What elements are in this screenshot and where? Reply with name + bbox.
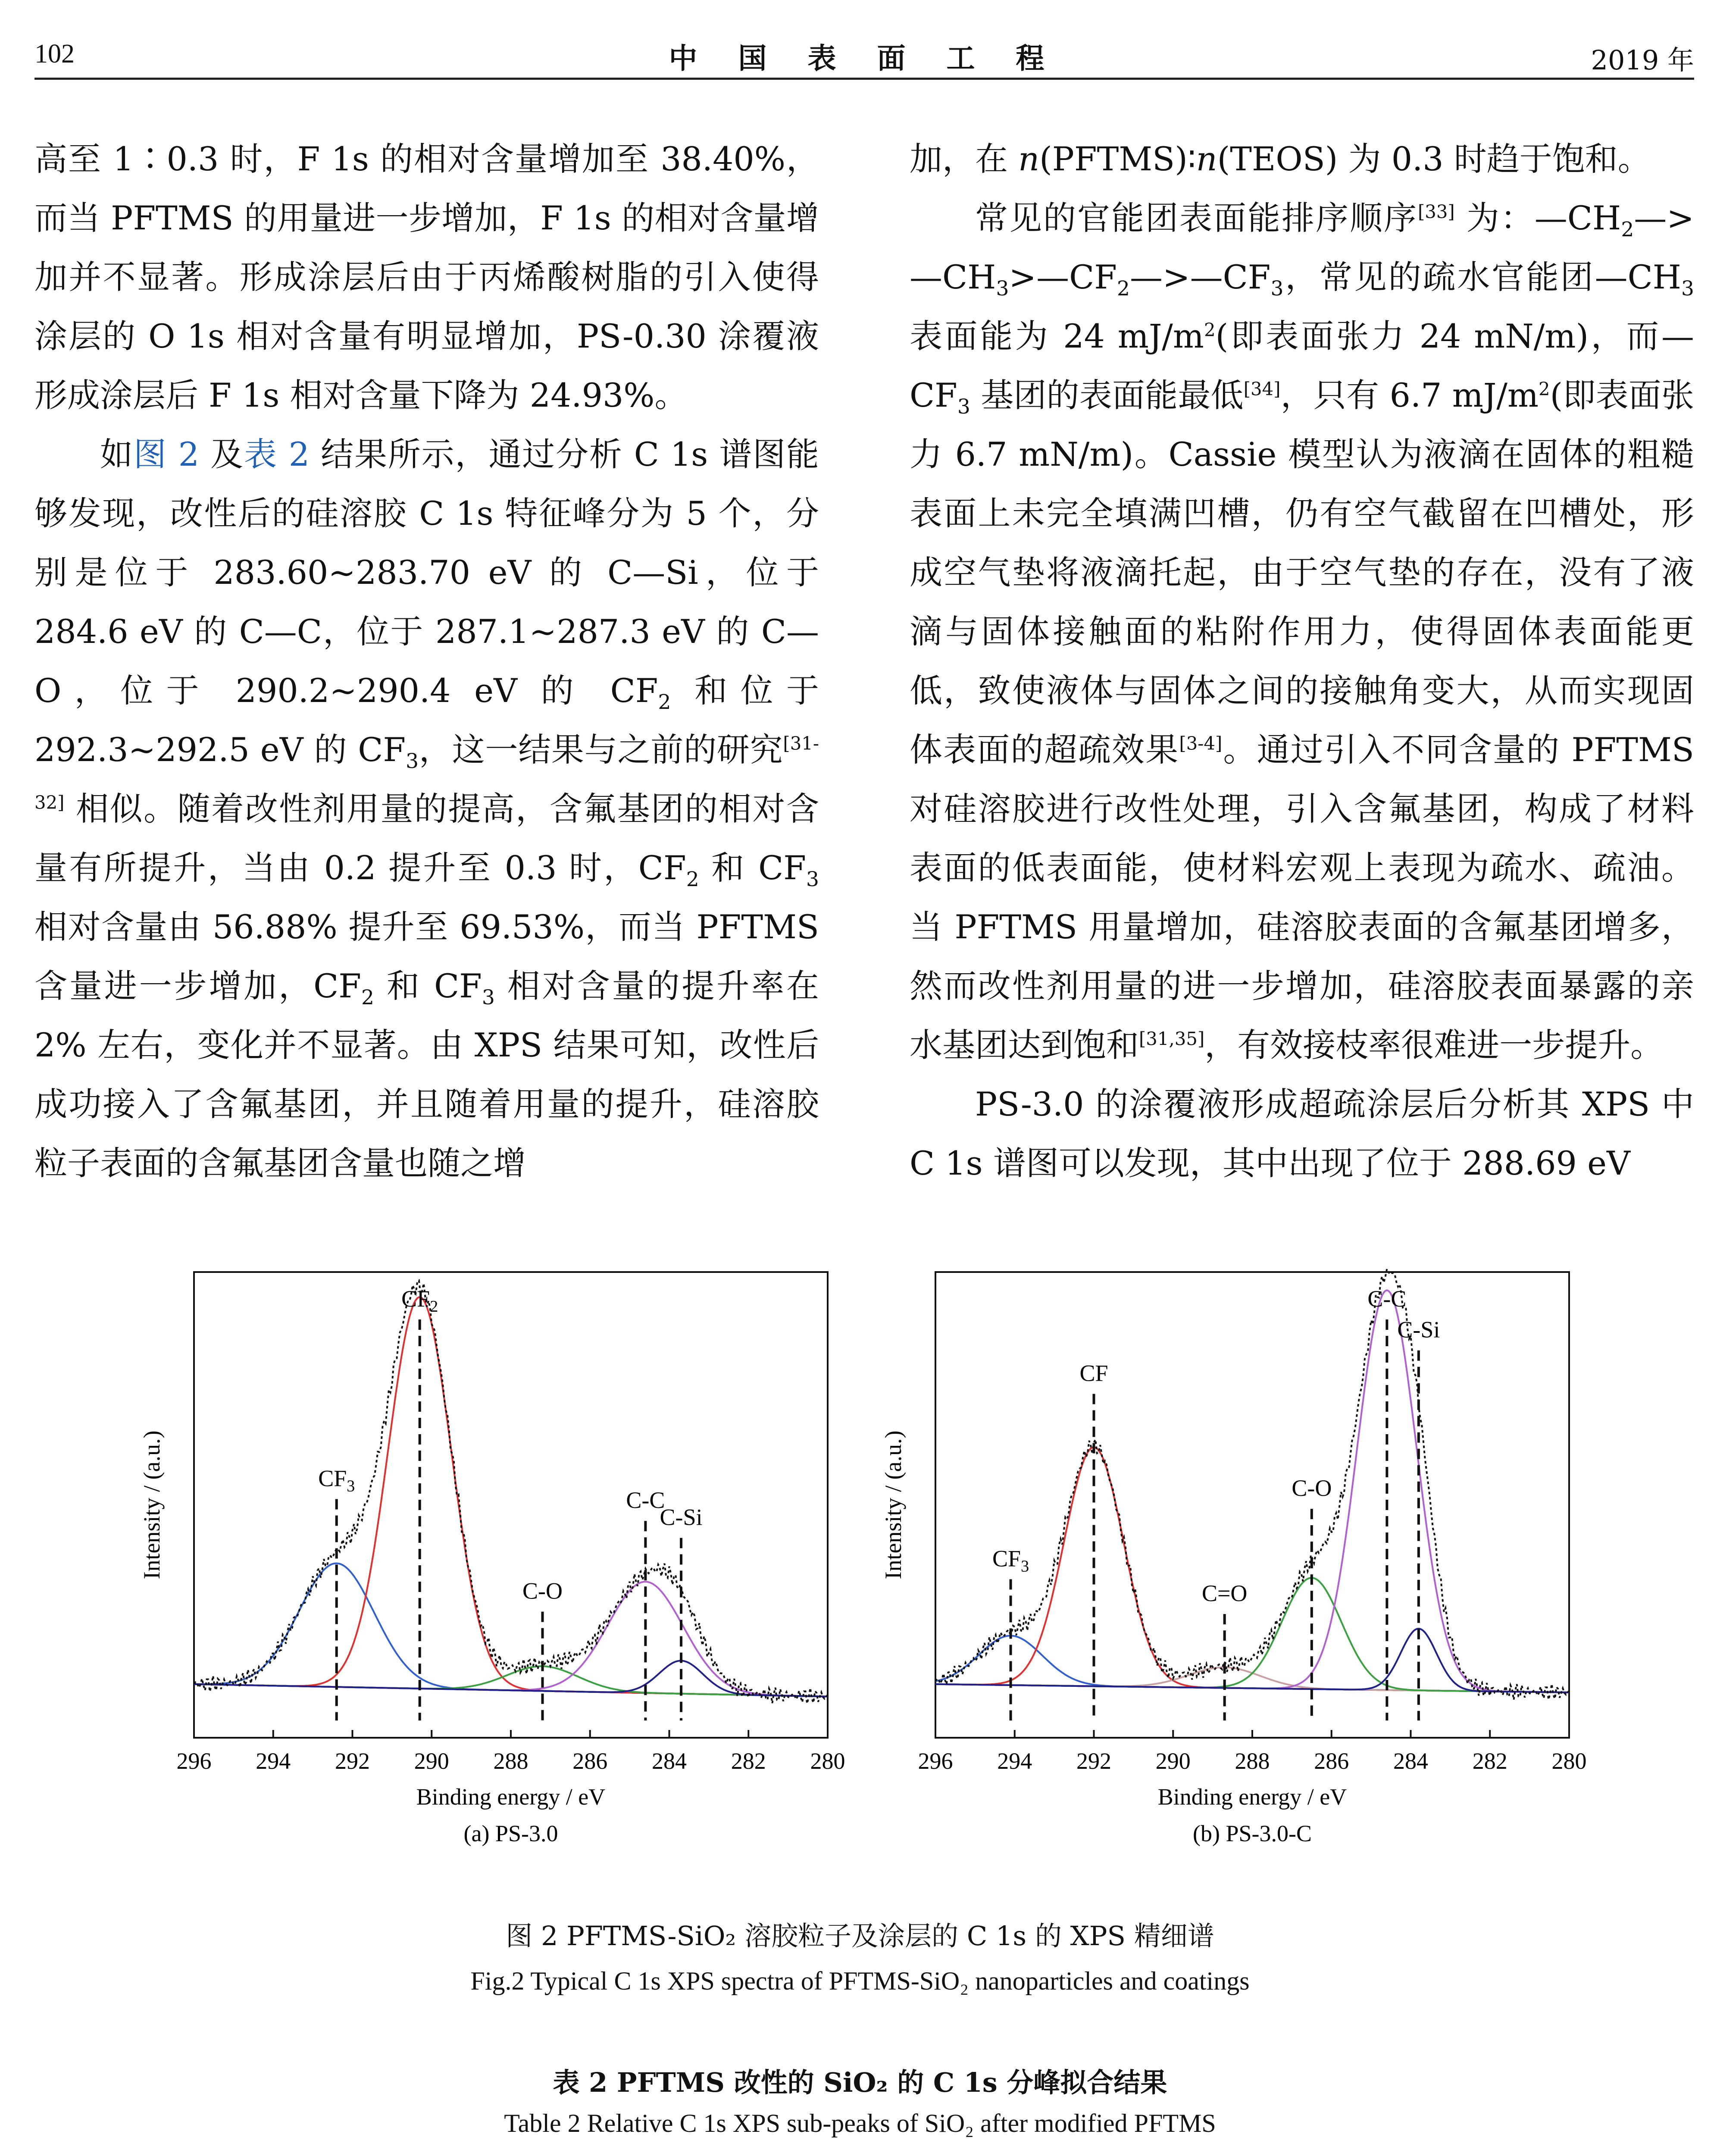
x-tick-label: 290 [1155, 1748, 1191, 1774]
xps-chart-a [129, 1263, 845, 1876]
peak-label-subscript: 3 [1021, 1557, 1029, 1576]
figure-caption-cn: 图 2 PFTMS-SiO₂ 溶胶粒子及涂层的 C 1s 的 XPS 精细谱 [506, 1920, 1214, 1952]
x-tick-label: 294 [256, 1748, 291, 1774]
peak-label: C-Si [1397, 1316, 1440, 1343]
x-tick-label: 288 [1235, 1748, 1270, 1774]
peak-C-Si [194, 1661, 828, 1696]
plot-frame [935, 1272, 1569, 1738]
x-tick-label: 282 [1472, 1748, 1507, 1774]
peak-label: C-O [1292, 1475, 1332, 1501]
x-tick-label: 294 [997, 1748, 1032, 1774]
x-tick-label: 282 [731, 1748, 766, 1774]
peak-label: C-C [1367, 1286, 1407, 1312]
x-axis-label: Binding energy / eV [1157, 1784, 1347, 1810]
journal-title: 中 国 表 面 工 程 [669, 41, 1060, 75]
peak-label: C-C [626, 1487, 665, 1514]
peak-C-C [935, 1290, 1569, 1692]
table-caption-cn: 表 2 PFTMS 改性的 SiO₂ 的 C 1s 分峰拟合结果 [553, 2067, 1167, 2098]
peak-label: CF [1079, 1360, 1108, 1386]
body-paragraph: 如图 2 及表 2 结果所示，通过分析 C 1s 谱图能够发现，改性后的硅溶胶 C 1s 特征峰分为 5 个，分别是位于 283.60~283.70 eV 的 C—Si，位于 284.6 eV 的 C—C，位于 287.1~287.3 eV 的 C—O，位于 290.2~290.4 eV 的 $CF_2$ 和位于 292.3~292.5 eV 的 $CF_3$，这一结果与之前的研究[31-32] 相似。随着改性剂用量的提高，含氟基团的相对含量有所提升，当由 0.2 提升至 0.3 时，$CF_2$ 和 $CF_3$ 相对含量由 56.88% 提升至 69.53%，而当 PFTMS 含量进一步增加，$CF_2$ 和 $CF_3$ 相对含量的提升率在 2% 左右，变化并不显著。由 XPS 结果可知，改性后成功接入了含氟基团，并且随着用量的提升，硅溶胶粒子表面的含氟基团含量也随之增 [34, 435, 819, 1182]
peak-CF3 [194, 1564, 828, 1697]
right-text-column [910, 129, 1694, 1193]
peak-label: $CF_2$ [401, 1286, 438, 1316]
y-axis-label: Intensity / (a.u.) [880, 1430, 906, 1579]
x-tick-label: 292 [335, 1748, 370, 1774]
raw-data-trace [935, 1269, 1569, 1700]
peak-label: $CF_3$ [992, 1545, 1029, 1576]
x-tick-label: 296 [918, 1748, 953, 1774]
x-tick-label: 280 [810, 1748, 845, 1774]
panel-title: (b) PS-3.0-C [1192, 1821, 1312, 1846]
peak-CF [935, 1447, 1569, 1692]
x-tick-label: 280 [1551, 1748, 1587, 1774]
x-tick-label: 290 [414, 1748, 449, 1774]
raw-data-trace [194, 1281, 828, 1704]
x-axis-label: Binding energy / eV [416, 1784, 606, 1810]
figure-panel-a [129, 1263, 845, 1876]
body-paragraph: 加，在 n(PFTMS)∶n(TEOS) 为 0.3 时趋于饱和。 [910, 140, 1651, 178]
peak-label: $CF_3$ [318, 1465, 355, 1495]
x-tick-label: 284 [1393, 1748, 1428, 1774]
body-paragraph: 高至 1∶0.3 时，F 1s 的相对含量增加至 38.40%，而当 PFTMS 的用量进一步增加，F 1s 的相对含量增加并不显著。形成涂层后由于丙烯酸树脂的引入使得涂层的 O 1s 相对含量有明显增加，PS-0.30 涂覆液形成涂层后 F 1s 相对含量下降为 24.93%。 [34, 140, 819, 414]
xps-chart-b [871, 1263, 1587, 1876]
x-tick-label: 286 [1314, 1748, 1349, 1774]
panel-title: (a) PS-3.0 [463, 1821, 558, 1846]
x-tick-label: 296 [176, 1748, 212, 1774]
x-tick-label: 284 [652, 1748, 687, 1774]
table-caption-en: Table 2 Relative C 1s XPS sub-peaks of SiO₂ after modified PFTMS [504, 2109, 1216, 2137]
peak-label: C-O [522, 1578, 563, 1604]
figure-caption-en: Fig.2 Typical C 1s XPS spectra of PFTMS-SiO₂ nanoparticles and coatings [470, 1967, 1250, 1995]
body-paragraph: PS-3.0 的涂覆液形成超疏涂层后分析其 XPS 中 C 1s 谱图可以发现，其中出现了位于 288.69 eV [910, 1085, 1694, 1182]
peak-CF2 [194, 1297, 828, 1696]
left-text-column [34, 129, 819, 1193]
body-paragraph: 常见的官能团表面能排序顺序[33] 为：$—CH_2—>—CH_3>—CF_2—>—CF_3$，常见的疏水官能团$—CH_3$ 表面能为 24 $mJ/m^2$(即表面张力 24 mN/m)，而$—CF_3$ 基团的表面能最低[34]，只有 6.7 $mJ/m^2$(即表面张力 6.7 mN/m)。Cassie 模型认为液滴在固体的粗糙表面上未完全填满凹槽，仍有空气截留在凹槽处，形成空气垫将液滴托起，由于空气垫的存在，没有了液滴与固体接触面的粘附作用力，使得固体表面能更低，致使液体与固体之间的接触角变大，从而实现固体表面的超疏效果[3-4]。通过引入不同含量的 PFTMS 对硅溶胶进行改性处理，引入含氟基团，构成了材料表面的低表面能，使材料宏观上表现为疏水、疏油。当 PFTMS 用量增加，硅溶胶表面的含氟基团增多，然而改性剂用量的进一步增加，硅溶胶表面暴露的亲水基团达到饱和[31,35]，有效接枝率很难进一步提升。 [910, 199, 1695, 1064]
y-axis-label: Intensity / (a.u.) [139, 1430, 165, 1579]
peak-label-subscript: 2 [430, 1297, 438, 1316]
peak-label-subscript: 3 [347, 1477, 355, 1495]
peak-label: C=O [1201, 1580, 1248, 1607]
peak-label: C-Si [660, 1504, 703, 1530]
x-tick-label: 292 [1076, 1748, 1111, 1774]
figure-panel-b [871, 1263, 1587, 1876]
peak-C-C [194, 1582, 828, 1696]
issue-year: 2019 年 [1591, 44, 1694, 76]
x-tick-label: 288 [493, 1748, 529, 1774]
running-header [34, 26, 1694, 80]
plot-frame [194, 1272, 828, 1738]
peak-C-O [935, 1578, 1569, 1692]
x-tick-label: 286 [572, 1748, 608, 1774]
page-number: 102 [34, 39, 75, 69]
